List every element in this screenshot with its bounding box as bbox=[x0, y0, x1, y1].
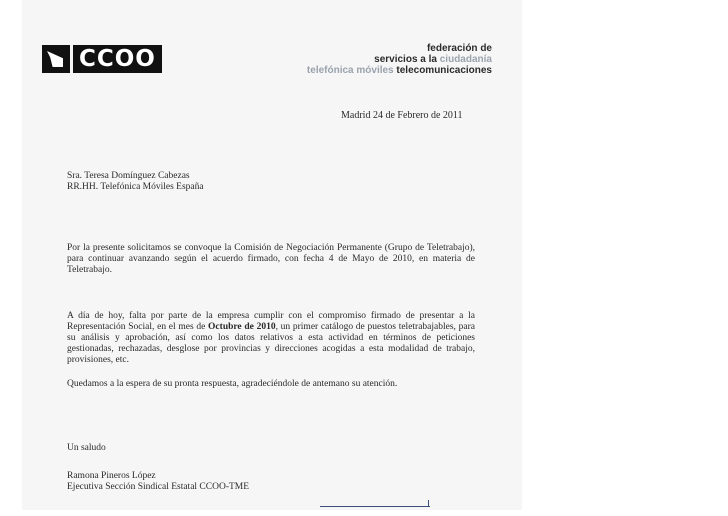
recipient-dept: RR.HH. Telefónica Móviles España bbox=[67, 182, 204, 192]
recipient-block bbox=[67, 171, 204, 193]
header-line-2: servicios a la ciudadanía bbox=[374, 54, 492, 65]
signature-block bbox=[67, 471, 249, 493]
signer-name: Ramona Pineros López bbox=[67, 471, 156, 481]
logo-text: CCOO bbox=[73, 45, 162, 73]
scan-edge-tick bbox=[428, 500, 429, 507]
paragraph-2: A día de hoy, falta por parte de la empresa cumplir con el compromiso firmado de presentar a la Representación Social, en el mes de Octubre de 2010, un primer catálogo de puestos teletrabajables, para su análisis y aprobación, así como los datos relativos a esta actividad en términos de peticiones gestionadas, rechazadas, desglose por provincias y direcciones acogidas a esta modalidad de trabajo, provisiones, etc. bbox=[67, 311, 475, 365]
paragraph-1: Por la presente solicitamos se convoque la Comisión de Negociación Permanente (Grupo de Teletrabajo), para continuar avanzando según el acuerdo firmado, con fecha 4 de Mayo de 2010, en materia de Teletrabajo. bbox=[67, 243, 475, 275]
closing: Un saludo bbox=[67, 443, 106, 453]
sail-icon bbox=[42, 45, 70, 73]
federation-header bbox=[307, 43, 492, 76]
paragraph-3: Quedamos a la espera de su pronta respuesta, agradeciéndole de antemano su atención. bbox=[67, 379, 398, 389]
ccoo-logo bbox=[42, 44, 162, 74]
highlight-date: Octubre de 2010 bbox=[208, 322, 276, 332]
recipient-name: Sra. Teresa Domínguez Cabezas bbox=[67, 171, 190, 181]
header-line-1: federación de bbox=[426, 43, 492, 54]
header-line-3: telefónica móviles telecomunicaciones bbox=[306, 65, 492, 76]
letter-date: Madrid 24 de Febrero de 2011 bbox=[341, 110, 463, 121]
signer-role: Ejecutiva Sección Sindical Estatal CCOO-TME bbox=[67, 482, 250, 492]
scan-edge-line bbox=[320, 506, 430, 507]
